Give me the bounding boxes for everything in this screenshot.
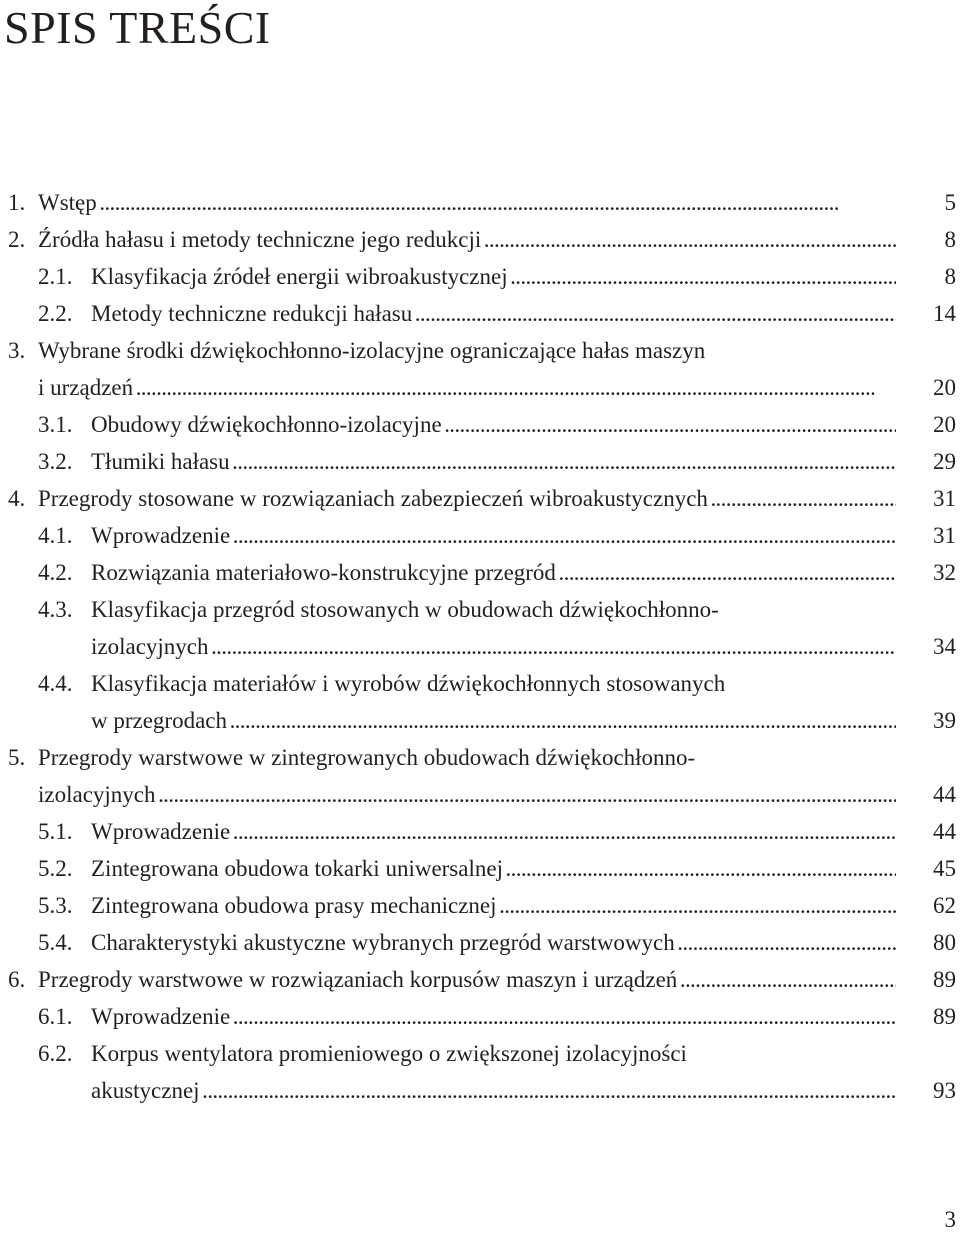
toc-entry-title: izolacyjnych . . . bbox=[38, 776, 896, 813]
page-title: SPIS TREŚCI bbox=[4, 2, 271, 53]
toc-entry-page: 8 bbox=[944, 227, 956, 252]
toc-entry bbox=[0, 887, 960, 924]
toc-entry-title: w przegrodach . . . bbox=[91, 702, 896, 739]
toc-entry-page: 32 bbox=[933, 560, 956, 585]
toc-entry-page: 62 bbox=[933, 893, 956, 918]
toc-entry-title: Klasyfikacja przegród stosowanych w obudowach dźwiękochłonno- bbox=[91, 597, 719, 622]
toc-entry-title: Charakterystyki akustyczne wybranych przegród warstwowych . . . bbox=[91, 924, 896, 961]
toc-entry-number: 5.1. bbox=[38, 819, 73, 844]
table-of-contents bbox=[0, 184, 960, 1109]
toc-entry-page: 45 bbox=[933, 856, 956, 881]
toc-entry-title: Wstęp . . . bbox=[38, 184, 896, 221]
toc-entry-title: Tłumiki hałasu . . . bbox=[91, 443, 896, 480]
toc-entry bbox=[0, 295, 960, 332]
toc-entry-number: 2. bbox=[8, 227, 26, 252]
toc-entry bbox=[0, 702, 960, 739]
toc-entry-title: Wybrane środki dźwiękochłonno-izolacyjne ograniczające hałas maszyn bbox=[38, 338, 706, 363]
toc-entry-number: 5.3. bbox=[38, 893, 73, 918]
toc-entry-page: 31 bbox=[933, 523, 956, 548]
toc-entry-number: 4.4. bbox=[38, 671, 73, 696]
toc-entry-title: Przegrody stosowane w rozwiązaniach zabezpieczeń wibroakustycznych . . . bbox=[38, 480, 896, 517]
toc-entry-page: 34 bbox=[933, 634, 956, 659]
toc-entry-title: Wprowadzenie . . . bbox=[91, 517, 896, 554]
toc-entry-title: Metody techniczne redukcji hałasu . . . bbox=[91, 295, 896, 332]
toc-entry-number: 4. bbox=[8, 486, 26, 511]
toc-entry bbox=[0, 591, 960, 628]
toc-entry-title: Wprowadzenie . . . bbox=[91, 998, 896, 1035]
toc-entry-title: Zintegrowana obudowa prasy mechanicznej . . . bbox=[91, 887, 896, 924]
toc-entry bbox=[0, 628, 960, 665]
toc-entry-title: Klasyfikacja materiałów i wyrobów dźwiękochłonnych stosowanych bbox=[91, 671, 726, 696]
toc-entry-page: 80 bbox=[933, 930, 956, 955]
toc-entry bbox=[0, 665, 960, 702]
toc-entry-page: 93 bbox=[933, 1078, 956, 1103]
toc-entry bbox=[0, 739, 960, 776]
toc-entry-page: 20 bbox=[933, 375, 956, 400]
toc-entry-page: 44 bbox=[933, 782, 956, 807]
toc-entry bbox=[0, 443, 960, 480]
toc-entry-page: 31 bbox=[933, 486, 956, 511]
toc-entry-title: akustycznej . . . bbox=[91, 1072, 896, 1109]
toc-entry bbox=[0, 998, 960, 1035]
toc-entry-title: Klasyfikacja źródeł energii wibroakustycznej . . . bbox=[91, 258, 896, 295]
toc-entry bbox=[0, 554, 960, 591]
toc-entry-page: 39 bbox=[933, 708, 956, 733]
toc-entry-page: 5 bbox=[944, 190, 956, 215]
toc-entry-title: Obudowy dźwiękochłonno-izolacyjne . . . bbox=[91, 406, 896, 443]
toc-entry-title: Rozwiązania materiałowo-konstrukcyjne przegród . . . bbox=[91, 554, 896, 591]
toc-entry-number: 5.4. bbox=[38, 930, 73, 955]
page-number: 3 bbox=[944, 1207, 956, 1232]
toc-entry bbox=[0, 1035, 960, 1072]
toc-entry-page: 14 bbox=[933, 301, 956, 326]
toc-entry-title: Źródła hałasu i metody techniczne jego redukcji . . . bbox=[38, 221, 896, 258]
toc-entry-page: 8 bbox=[944, 264, 956, 289]
toc-entry bbox=[0, 406, 960, 443]
toc-entry bbox=[0, 221, 960, 258]
toc-entry-number: 6.1. bbox=[38, 1004, 73, 1029]
toc-entry bbox=[0, 332, 960, 369]
toc-entry bbox=[0, 850, 960, 887]
toc-entry-title: Przegrody warstwowe w zintegrowanych obudowach dźwiękochłonno- bbox=[38, 745, 696, 770]
toc-entry-title: Korpus wentylatora promieniowego o zwiększonej izolacyjności bbox=[91, 1041, 687, 1066]
toc-entry-page: 89 bbox=[933, 967, 956, 992]
toc-entry-number: 6. bbox=[8, 967, 26, 992]
toc-entry bbox=[0, 1072, 960, 1109]
toc-entry-title: izolacyjnych . . . bbox=[91, 628, 896, 665]
toc-entry-number: 3. bbox=[8, 338, 26, 363]
toc-entry-number: 6.2. bbox=[38, 1041, 73, 1066]
toc-entry-number: 4.2. bbox=[38, 560, 73, 585]
toc-entry bbox=[0, 184, 960, 221]
toc-entry-title: Wprowadzenie . . . bbox=[91, 813, 896, 850]
toc-entry-number: 1. bbox=[8, 190, 26, 215]
toc-entry-title: Zintegrowana obudowa tokarki uniwersalnej . . . bbox=[91, 850, 896, 887]
toc-entry-page: 89 bbox=[933, 1004, 956, 1029]
toc-entry-number: 3.2. bbox=[38, 449, 73, 474]
toc-entry bbox=[0, 924, 960, 961]
toc-entry bbox=[0, 776, 960, 813]
toc-entry-number: 2.2. bbox=[38, 301, 73, 326]
toc-entry-page: 29 bbox=[933, 449, 956, 474]
toc-entry bbox=[0, 369, 960, 406]
toc-entry bbox=[0, 517, 960, 554]
toc-entry-title: i urządzeń . . . bbox=[38, 369, 896, 406]
toc-entry-number: 3.1. bbox=[38, 412, 73, 437]
toc-entry-number: 2.1. bbox=[38, 264, 73, 289]
toc-entry bbox=[0, 961, 960, 998]
toc-entry bbox=[0, 480, 960, 517]
toc-entry-page: 44 bbox=[933, 819, 956, 844]
toc-entry-title: Przegrody warstwowe w rozwiązaniach korpusów maszyn i urządzeń . . . bbox=[38, 961, 896, 998]
toc-entry-number: 5.2. bbox=[38, 856, 73, 881]
toc-entry-number: 5. bbox=[8, 745, 26, 770]
toc-entry-number: 4.3. bbox=[38, 597, 73, 622]
toc-entry-number: 4.1. bbox=[38, 523, 73, 548]
toc-entry bbox=[0, 258, 960, 295]
toc-entry-page: 20 bbox=[933, 412, 956, 437]
toc-entry bbox=[0, 813, 960, 850]
